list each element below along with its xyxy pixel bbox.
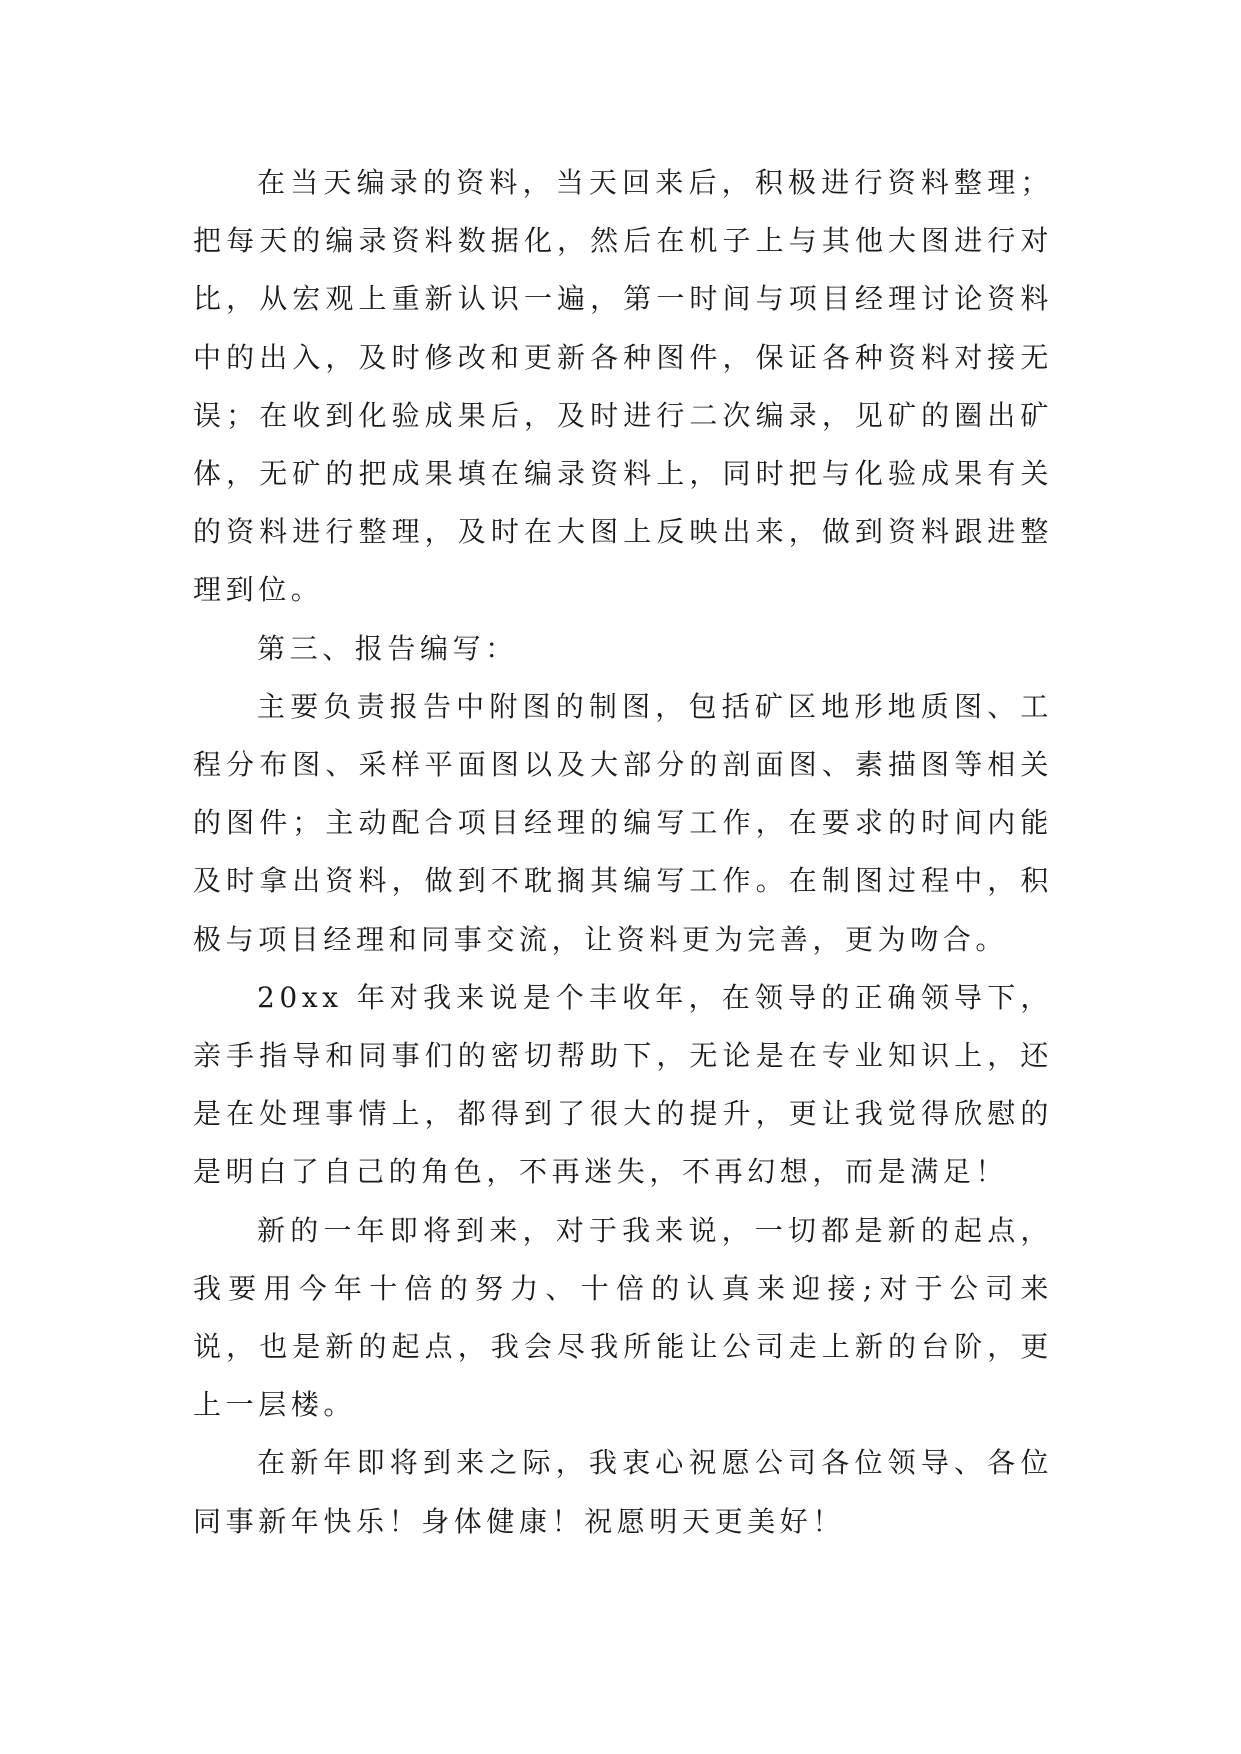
paragraph-report-drawing: 主要负责报告中附图的制图，包括矿区地形地质图、工程分布图、采样平面图以及大部分的剖面图、素描图等相关的图件；主动配合项目经理的编写工作，在要求的时间内能及时拿出资料，做到不耽搁其编写工作。在制图过程中，积极与项目经理和同事交流，让资料更为完善，更为吻合。 <box>193 689 1053 956</box>
paragraph-new-year-plan: 新的一年即将到来，对于我来说，一切都是新的起点，我要用今年十倍的努力、十倍的认真来迎接;对于公司来说，也是新的起点，我会尽我所能让公司走上新的台阶，更上一层楼。 <box>193 1213 1053 1422</box>
paragraph-year-summary: 20xx 年对我来说是个丰收年，在领导的正确领导下，亲手指导和同事们的密切帮助下，无论是在专业知识上，还是在处理事情上，都得到了很大的提升，更让我觉得欣慰的是明白了自己的角色，不再迷失，不再幻想，而是满足！ <box>193 980 1053 1189</box>
paragraph-new-year-wishes: 在新年即将到来之际，我衷心祝愿公司各位领导、各位同事新年快乐！身体健康！祝愿明天更美好！ <box>193 1446 1053 1538</box>
paragraph-data-organization: 在当天编录的资料，当天回来后，积极进行资料整理；把每天的编录资料数据化，然后在机子上与其他大图进行对比，从宏观上重新认识一遍，第一时间与项目经理讨论资料中的出入，及时修改和更新各种图件，保证各种资料对接无误；在收到化验成果后，及时进行二次编录，见矿的圈出矿体，无矿的把成果填在编录资料上，同时把与化验成果有关的资料进行整理，及时在大图上反映出来，做到资料跟进整理到位。 <box>193 166 1053 607</box>
document-body <box>193 154 1053 1551</box>
section-heading-report-writing: 第三、报告编写： <box>257 631 518 665</box>
